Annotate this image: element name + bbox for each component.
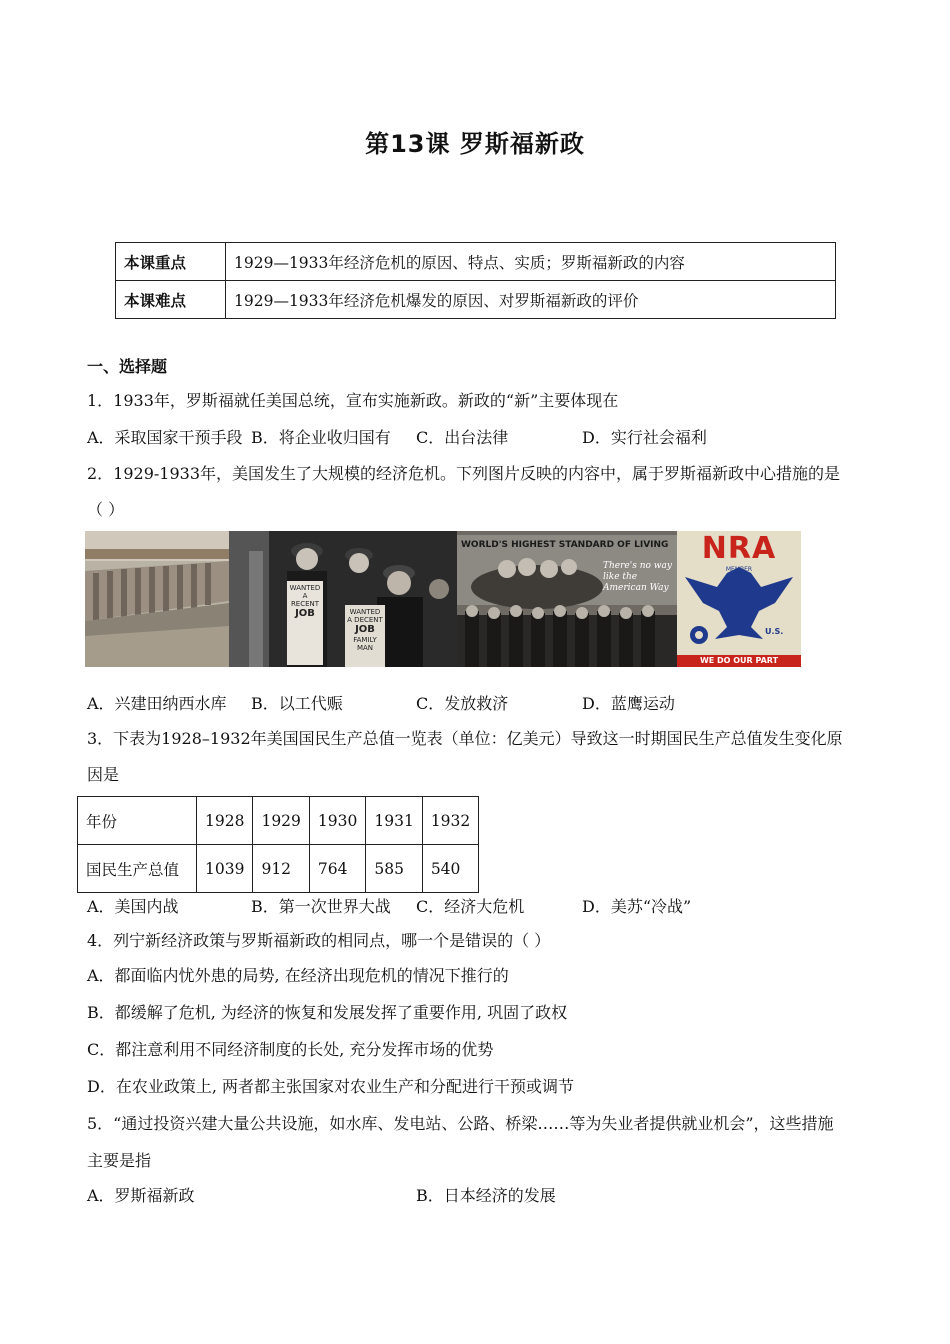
q3-option-b: B．第一次世界大战	[251, 897, 391, 916]
q3-option-d: D．美苏“冷战”	[582, 897, 692, 916]
gnp-table	[77, 796, 479, 893]
sign-text: FAMILY MAN	[353, 636, 377, 652]
q4-stem: 4．列宁新经济政策与罗斯福新政的相同点，哪一个是错误的（ ）	[87, 931, 551, 950]
gnp-header: 国民生产总值	[78, 845, 197, 893]
q3-option-c: C．经济大危机	[416, 897, 525, 916]
q4-option-d: D．在农业政策上, 两者都主张国家对农业生产和分配进行干预或调节	[87, 1077, 575, 1096]
q5-stem: 5．“通过投资兴建大量公共设施，如水库、发电站、公路、桥梁……等为失业者提供就业机会”，这些措施	[87, 1114, 834, 1133]
difficulty-key: 本课难点	[116, 281, 226, 319]
gnp-cell: 912	[253, 845, 309, 893]
sign-text: JOB	[295, 608, 315, 619]
nra-title: NRA	[701, 531, 777, 566]
q1-option-b: B．将企业收归国有	[251, 428, 391, 447]
gnp-cell: 1039	[197, 845, 253, 893]
focus-value: 1929—1933年经济危机的原因、特点、实质；罗斯福新政的内容	[226, 243, 836, 281]
billboard-slogan: like the	[603, 572, 638, 582]
sign-text: A DECENT	[347, 616, 383, 624]
q3-option-a: A．美国内战	[87, 897, 179, 916]
table-row	[78, 845, 479, 893]
focus-key: 本课重点	[116, 243, 226, 281]
q3-stem: 3．下表为1928–1932年美国国民生产总值一览表（单位：亿美元）导致这一时期国民生产总值发生变化原	[87, 729, 843, 748]
q1-stem: 1．1933年，罗斯福就任美国总统，宣布实施新政。新政的“新”主要体现在	[87, 391, 619, 410]
year-cell: 1930	[309, 797, 365, 845]
nra-member-label: MEMBER	[725, 566, 753, 573]
q4-option-a: A．都面临内忧外患的局势, 在经济出现危机的情况下推行的	[87, 966, 509, 985]
table-row	[116, 281, 836, 319]
sign-text: JOB	[355, 624, 375, 635]
q2-option-b: B．以工代赈	[251, 694, 343, 713]
dam-photo	[85, 531, 229, 667]
billboard-illustration	[457, 531, 677, 667]
gnp-cell: 540	[422, 845, 478, 893]
gnp-cell: 585	[366, 845, 422, 893]
q1-option-c: C．出台法律	[416, 428, 509, 447]
q5-stem-cont: 主要是指	[87, 1151, 152, 1170]
q2-answer-blank: （ ）	[87, 500, 125, 519]
difficulty-value: 1929—1933年经济危机爆发的原因、对罗斯福新政的评价	[226, 281, 836, 319]
table-row	[116, 243, 836, 281]
billboard-slogan: There's no way	[603, 561, 672, 571]
sign-text: A RECENT	[290, 592, 320, 608]
q4-option-c: C．都注意利用不同经济制度的长处, 充分发挥市场的优势	[87, 1040, 494, 1059]
q3-stem-cont: 因是	[87, 765, 120, 784]
nra-slogan: WE DO OUR PART	[699, 656, 779, 665]
dam-illustration	[85, 531, 229, 667]
billboard-headline: WORLD'S HIGHEST STANDARD OF LIVING	[461, 540, 669, 550]
q2-option-c: C．发放救济	[416, 694, 509, 713]
lesson-focus-table	[115, 242, 836, 319]
nra-poster	[677, 531, 801, 667]
q5-option-a: A．罗斯福新政	[87, 1186, 195, 1205]
job-seekers-photo	[229, 531, 457, 667]
nra-us-label: U.S.	[765, 627, 784, 636]
billboard-slogan: American Way	[603, 583, 669, 593]
section-heading: 一、选择题	[87, 357, 168, 376]
year-cell: 1928	[197, 797, 253, 845]
q1-option-a: A．采取国家干预手段	[87, 428, 243, 447]
year-cell: 1932	[422, 797, 478, 845]
job-seekers-illustration	[229, 531, 457, 667]
q2-stem: 2．1929-1933年，美国发生了大规模的经济危机。下列图片反映的内容中，属于罗斯福新政中心措施的是	[87, 464, 841, 483]
q1-option-d: D．实行社会福利	[582, 428, 707, 447]
q4-option-b: B．都缓解了危机, 为经济的恢复和发展发挥了重要作用, 巩固了政权	[87, 1003, 568, 1022]
q5-option-b: B．日本经济的发展	[416, 1186, 556, 1205]
sign-text: WANTED	[289, 584, 321, 592]
sign-text: WANTED	[349, 608, 381, 616]
table-row	[78, 797, 479, 845]
year-cell: 1931	[366, 797, 422, 845]
q2-option-d: D．蓝鹰运动	[582, 694, 675, 713]
gnp-cell: 764	[309, 845, 365, 893]
year-cell: 1929	[253, 797, 309, 845]
year-header: 年份	[78, 797, 197, 845]
page-title: 第13课 罗斯福新政	[365, 130, 585, 158]
q2-option-a: A．兴建田纳西水库	[87, 694, 227, 713]
breadline-billboard-photo	[457, 531, 677, 667]
